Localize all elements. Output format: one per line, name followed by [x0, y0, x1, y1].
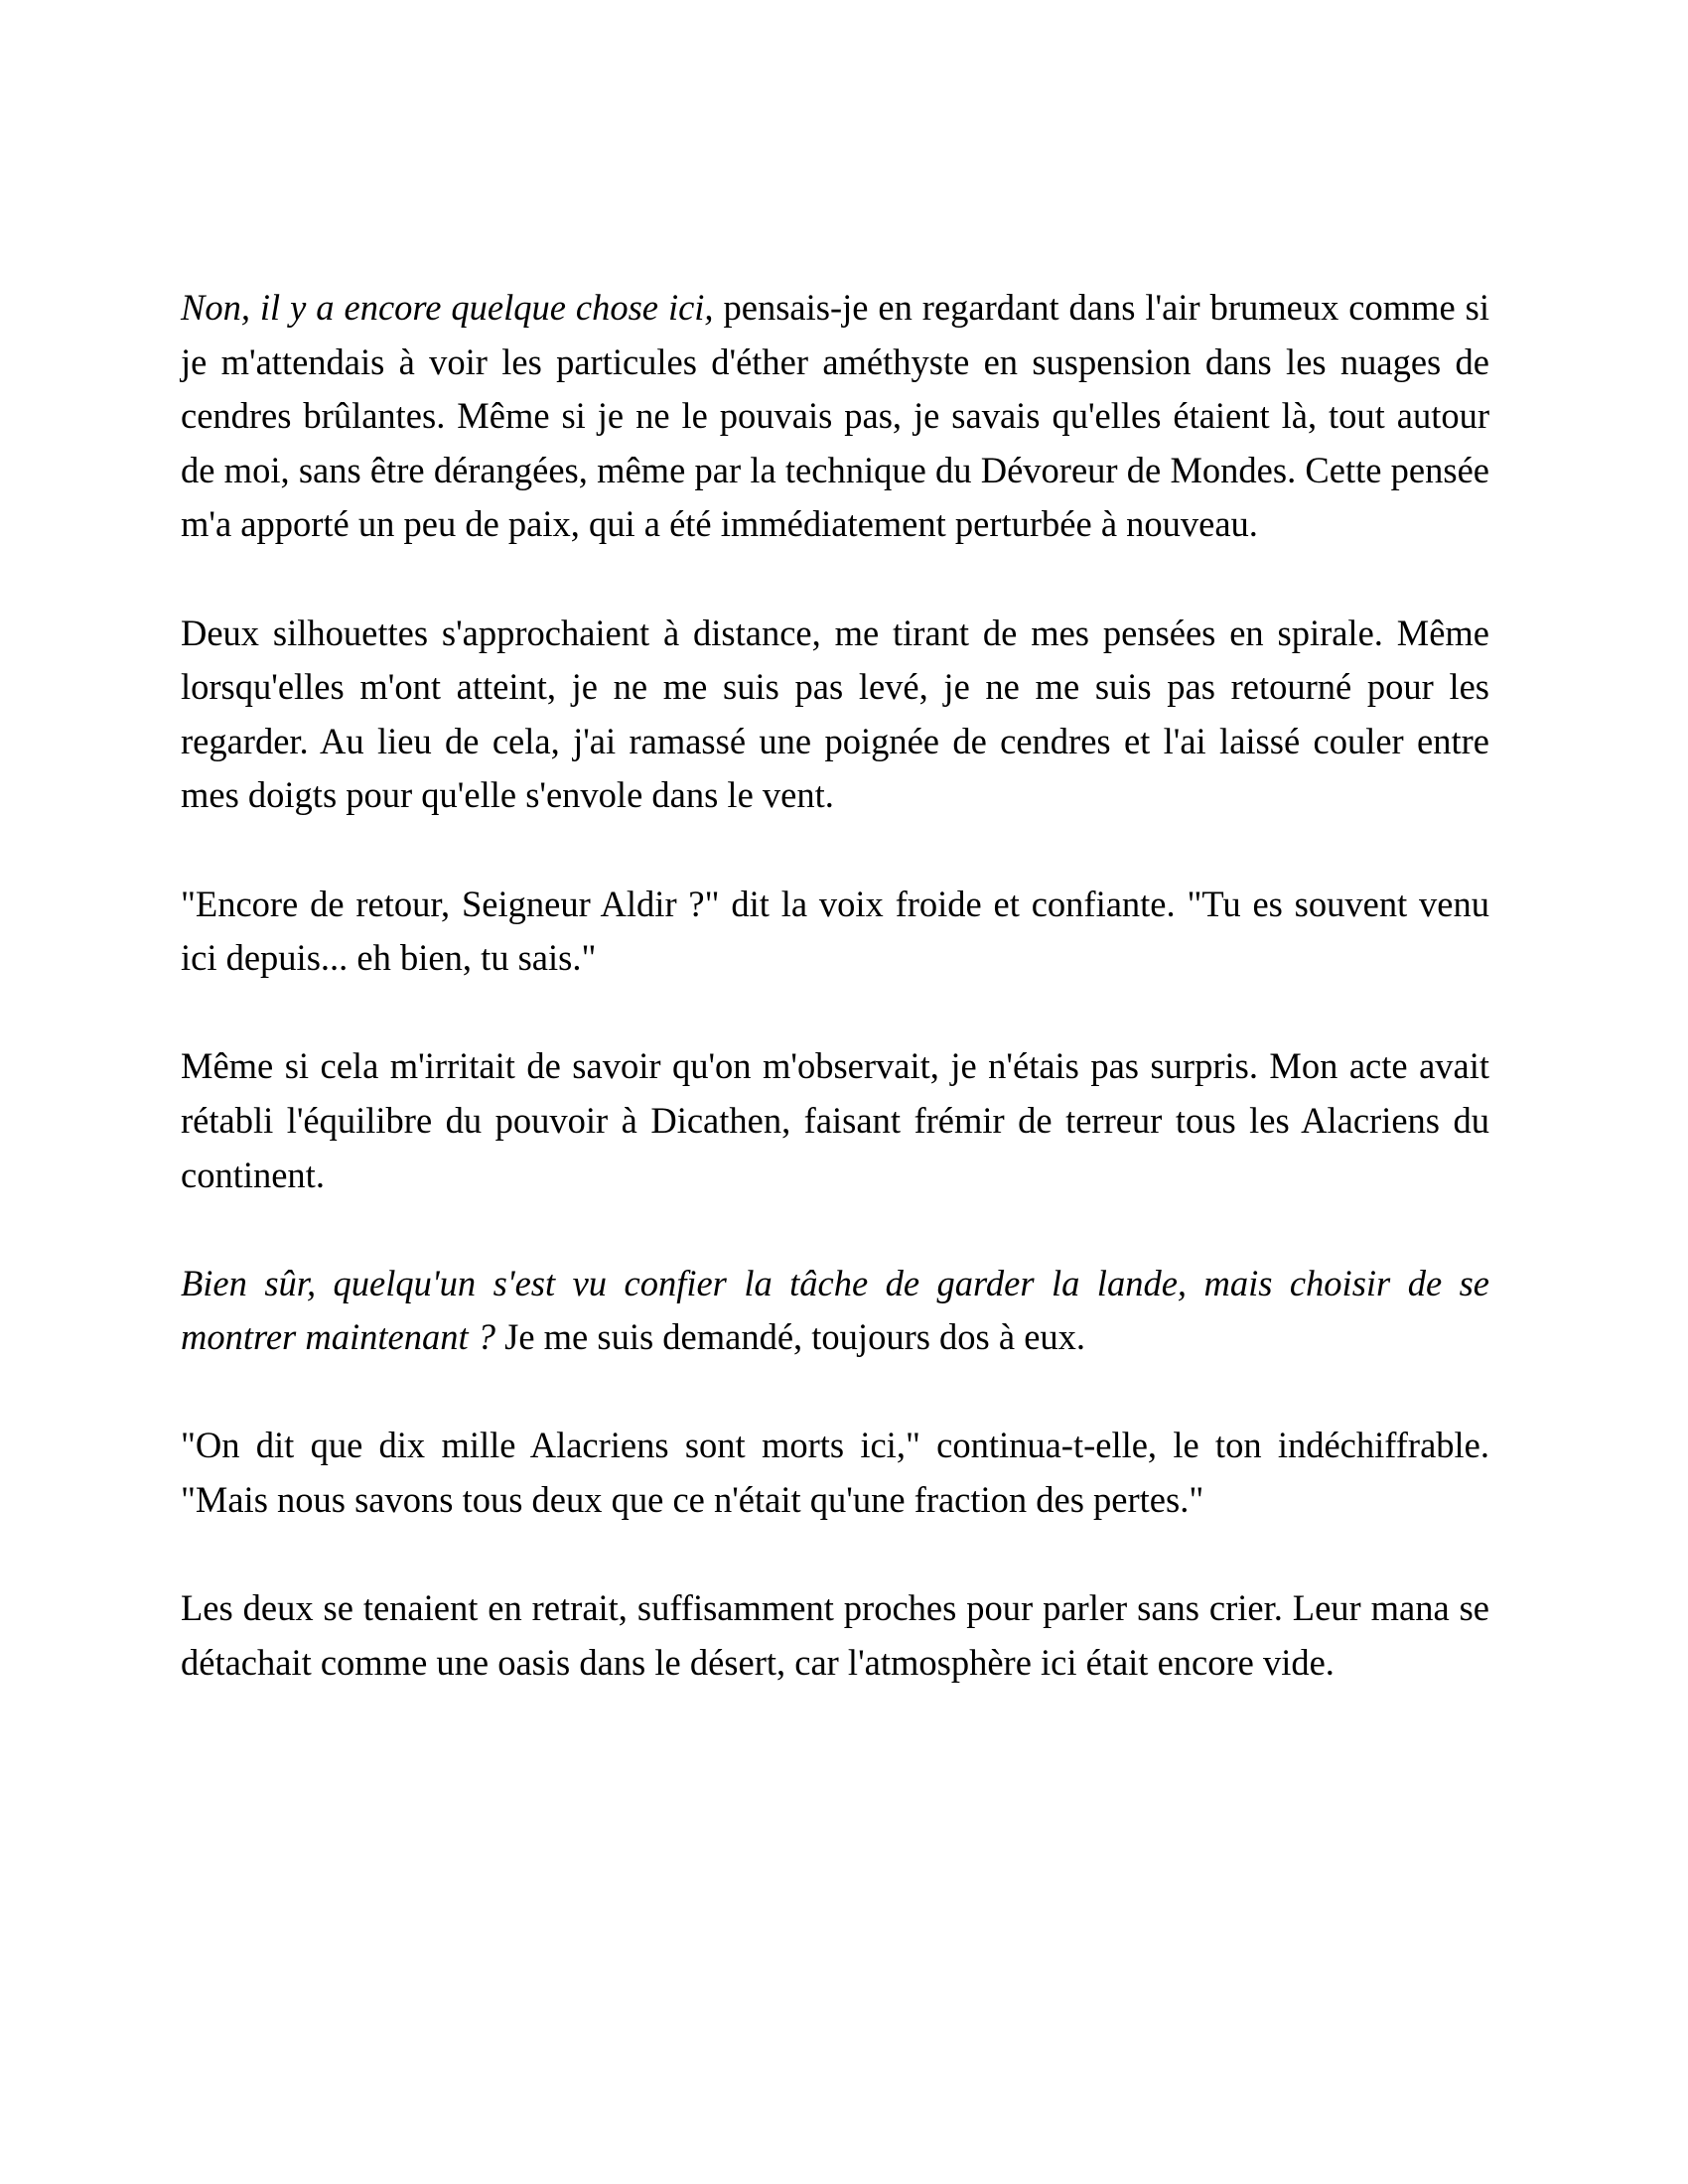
paragraph-text: Deux silhouettes s'approchaient à distance, me tirant de mes pensées en spirale. Même lorsqu'elles m'ont atteint, je ne me suis pas levé, je ne me suis pas retourné pour les regarder. Au lieu de cela, j'ai ramassé une poignée de cendres et l'ai laissé couler entre mes doigts pour qu'elle s'envole dans le vent.: [181, 612, 1489, 816]
paragraph: [181, 1257, 1489, 1365]
italic-thought: Non, il y a encore quelque chose ici,: [181, 287, 714, 328]
paragraph-text: Les deux se tenaient en retrait, suffisamment proches pour parler sans crier. Leur mana se détachait comme une oasis dans le désert, car l'atmosphère ici était encore vide.: [181, 1587, 1489, 1683]
italic-thought: Bien sûr, quelqu'un s'est vu confier la tâche de garder la lande, mais choisir de se montrer maintenant ?: [181, 1262, 1489, 1358]
document-page: [181, 281, 1489, 1744]
paragraph: [181, 1039, 1489, 1202]
paragraph: [181, 1581, 1489, 1690]
paragraph-text: "Encore de retour, Seigneur Aldir ?" dit la voix froide et confiante. "Tu es souvent venu ici depuis... eh bien, tu sais.": [181, 883, 1489, 979]
paragraph-text: pensais-je en regardant dans l'air brumeux comme si je m'attendais à voir les particules d'éther améthyste en suspension dans les nuages de cendres brûlantes. Même si je ne le pouvais pas, je savais qu'elles étaient là, tout autour de moi, sans être dérangées, même par la technique du Dévoreur de Mondes. Cette pensée m'a apporté un peu de paix, qui a été immédiatement perturbée à nouveau.: [181, 287, 1489, 545]
paragraph: [181, 878, 1489, 986]
paragraph: [181, 1419, 1489, 1527]
paragraph-text: "On dit que dix mille Alacriens sont morts ici," continua-t-elle, le ton indéchiffrable. "Mais nous savons tous deux que ce n'était qu'une fraction des pertes.": [181, 1425, 1489, 1521]
paragraph: [181, 281, 1489, 552]
paragraph: [181, 607, 1489, 823]
paragraph-text: Même si cela m'irritait de savoir qu'on m'observait, je n'étais pas surpris. Mon acte avait rétabli l'équilibre du pouvoir à Dicathen, faisant frémir de terreur tous les Alacriens du continent.: [181, 1045, 1489, 1195]
paragraph-text: Je me suis demandé, toujours dos à eux.: [495, 1316, 1086, 1358]
